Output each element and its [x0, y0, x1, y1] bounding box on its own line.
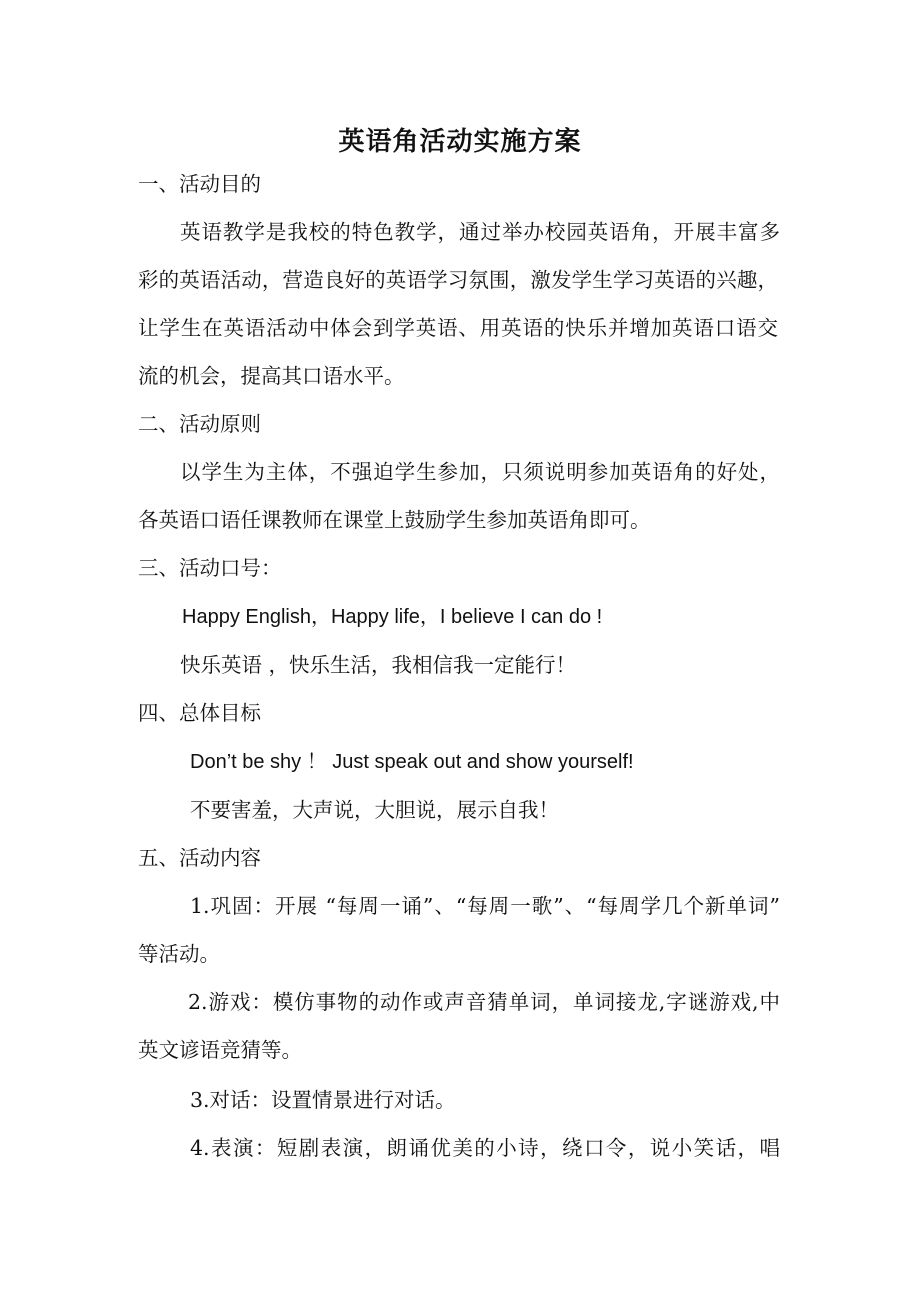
- content-item-2-line: 2.游戏：模仿事物的动作或声音猜单词，单词接龙,字谜游戏,中: [188, 990, 780, 1014]
- content-item-2-line: 英文谚语竞猜等。: [138, 1038, 302, 1062]
- paragraph-line: 各英语口语任课教师在课堂上鼓励学生参加英语角即可。: [138, 508, 651, 532]
- content-item-1-line: 等活动。: [138, 942, 220, 966]
- slogan-chinese: 快乐英语 ，快乐生活，我相信我一定能行！: [180, 653, 577, 677]
- content-item-4-line: 4.表演：短剧表演，朗诵优美的小诗，绕口令，说小笑话，唱: [190, 1136, 780, 1160]
- section-heading-slogan: 三、活动口号：: [138, 556, 282, 580]
- goal-english: Don’t be shy ！ Just speak out and show yourself!: [190, 751, 634, 773]
- document-title: 英语角活动实施方案: [338, 127, 582, 157]
- section-heading-purpose: 一、活动目的: [138, 172, 261, 196]
- paragraph-line: 英语教学是我校的特色教学，通过举办校园英语角，开展丰富多: [180, 220, 780, 244]
- content-item-3-line: 3.对话：设置情景进行对话。: [190, 1088, 456, 1112]
- paragraph-line: 流的机会，提高其口语水平。: [138, 364, 405, 388]
- section-heading-goal: 四、总体目标: [138, 701, 261, 725]
- section-heading-principle: 二、活动原则: [138, 412, 261, 436]
- content-item-1-line: 1.巩固：开展 “每周一诵”、“每周一歌”、“每周学几个新单词”: [190, 894, 780, 918]
- slogan-english: Happy English，Happy life，I believe I can do !: [182, 606, 603, 628]
- paragraph-line: 以学生为主体，不强迫学生参加，只须说明参加英语角的好处，: [180, 460, 780, 484]
- goal-chinese: 不要害羞，大声说，大胆说，展示自我！: [190, 798, 559, 822]
- section-heading-content: 五、活动内容: [138, 846, 261, 870]
- paragraph-line: 让学生在英语活动中体会到学英语、用英语的快乐并增加英语口语交: [138, 316, 778, 340]
- paragraph-line: 彩的英语活动，营造良好的英语学习氛围，激发学生学习英语的兴趣，: [138, 268, 778, 292]
